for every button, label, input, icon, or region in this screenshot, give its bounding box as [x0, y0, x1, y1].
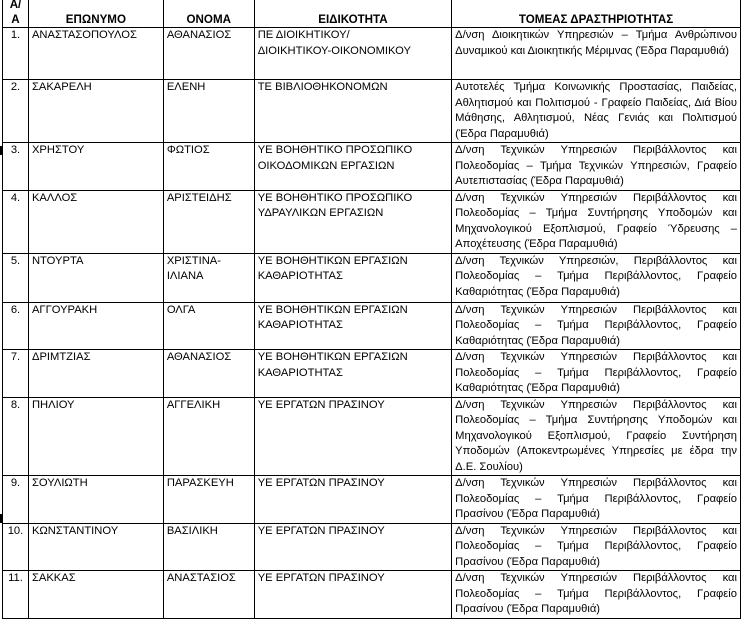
specialty-text: ΥΕ ΒΟΗΘΗΤΙΚΩΝ ΕΡΓΑΣΙΩΝ ΚΑΘΑΡΙΟΤΗΤΑΣ — [257, 254, 408, 282]
sector-cell: Δ/νση Τεχνικών Υπηρεσιών Περιβάλλοντος και Πολεοδομίας – Τμήμα Περιβάλλοντος, Γραφείο Καθαριότητας (Έδρα Παραμυθιά) — [452, 302, 741, 350]
table-row — [3, 476, 741, 524]
specialty-cell — [254, 523, 451, 571]
sector-cell: Δ/νση Τεχνικών Υπηρεσιών Περιβάλλοντος και Πολεοδομίας – Τμήμα Περιβάλλοντος, Γραφείο Πρασίνου (Έδρα Παραμυθιά) — [452, 523, 741, 571]
specialty-text: ΥΕ ΕΡΓΑΤΩΝ ΠΡΑΣΙΝΟΥ — [257, 572, 385, 584]
name-text: ΑΓΓΕΛΙΚΗ — [166, 398, 221, 411]
specialty-text: ΥΕ ΕΡΓΑΤΩΝ ΠΡΑΣΙΝΟΥ — [257, 477, 385, 489]
sector-cell: Δ/νση Τεχνικών Υπηρεσιών Περιβάλλοντος και Πολεοδομίας – Τμήμα Περιβάλλοντος, Γραφείο Πρασίνου (Έδρα Παραμυθιά) — [452, 476, 741, 524]
surname-cell: ΣΑΚΚΑΣ — [28, 571, 163, 619]
specialty-text: ΥΕ ΕΡΓΑΤΩΝ ΠΡΑΣΙΝΟΥ — [257, 398, 385, 411]
margin-mark — [0, 146, 2, 155]
table-body — [3, 28, 741, 619]
name-cell — [163, 28, 254, 80]
header-row — [3, 0, 741, 28]
specialty-text: ΠΕ ΔΙΟΙΚΗΤΙΚΟΥ/ ΔΙΟΙΚΗΤΙΚΟΥ-ΟΙΚΟΝΟΜΙΚΟΥ — [257, 29, 411, 57]
name-text: ΑΘΑΝΑΣΙΟΣ — [166, 29, 232, 41]
row-number: 1. — [3, 28, 29, 80]
name-text: ΑΡΙΣΤΕΙΔΗΣ — [166, 191, 232, 204]
name-cell — [163, 350, 254, 398]
name-cell — [163, 523, 254, 571]
name-text: ΑΝΑΣΤΑΣΙΟΣ — [166, 572, 236, 584]
surname-cell: ΣΟΥΛΙΩΤΗ — [28, 476, 163, 524]
name-text: ΒΑΣΙΛΙΚΗ — [166, 524, 218, 537]
table-row — [3, 350, 741, 398]
sector-cell: Δ/νση Διοικητικών Υπηρεσιών – Τμήμα Ανθρώπινου Δυναμικού και Διοικητικής Μέριμνας (Έδρα Παραμυθιά) — [452, 28, 741, 80]
name-cell — [163, 571, 254, 619]
specialty-cell — [254, 302, 451, 350]
column-header-sector: ΤΟΜΕΑΣ ΔΡΑΣΤΗΡΙΟΤΗΤΑΣ — [452, 0, 741, 28]
specialty-text: ΥΕ ΒΟΗΘΗΤΙΚΟ ΠΡΟΣΩΠΙΚΟ ΟΙΚΟΔΟΜΙΚΩΝ ΕΡΓΑΣΙΩΝ — [257, 144, 413, 172]
name-cell — [163, 476, 254, 524]
name-text: ΕΛΕΝΗ — [166, 81, 206, 93]
table-row — [3, 80, 741, 143]
specialty-cell — [254, 476, 451, 524]
name-cell — [163, 80, 254, 143]
surname-cell: ΧΡΗΣΤΟΥ — [28, 143, 163, 191]
column-header-aa: Α/Α — [3, 0, 29, 28]
specialty-cell — [254, 571, 451, 619]
specialty-text: ΤΕ ΒΙΒΛΙΟΘΗΚΟΝΟΜΩΝ — [257, 81, 388, 93]
specialty-cell — [254, 143, 451, 191]
row-number: 2. — [3, 80, 29, 143]
name-cell — [163, 253, 254, 302]
margin-mark — [0, 514, 2, 523]
sector-cell: Δ/νση Τεχνικών Υπηρεσιών Περιβάλλοντος και Πολεοδομίας – Τμήμα Περιβάλλοντος, Γραφείο Πρασίνου (Έδρα Παραμυθιά) — [452, 571, 741, 619]
row-number: 9. — [3, 476, 29, 524]
row-number: 3. — [3, 143, 29, 191]
name-cell — [163, 143, 254, 191]
name-text: ΧΡΙΣΤΙΝΑ- ΙΛΙΑΝΑ — [166, 254, 221, 282]
table-row — [3, 143, 741, 191]
table-row — [3, 523, 741, 571]
sector-cell: Δ/νση Τεχνικών Υπηρεσιών Περιβάλλοντος και Πολεοδομίας – Τμήμα Συντήρησης Υποδομών και Μηχανολογικού Εξοπλισμού, Γραφείο Ύδρευσης – Αποχέτευσης (Έδρα Παραμυθιά) — [452, 190, 741, 253]
specialty-cell — [254, 397, 451, 476]
specialty-text: ΥΕ ΒΟΗΘΗΤΙΚΩΝ ΕΡΓΑΣΙΩΝ ΚΑΘΑΡΙΟΤΗΤΑΣ — [257, 303, 408, 331]
staff-table — [2, 0, 741, 619]
table-row — [3, 253, 741, 302]
row-number: 10. — [3, 523, 29, 571]
name-text: ΑΘΑΝΑΣΙΟΣ — [166, 351, 232, 363]
name-cell — [163, 397, 254, 476]
row-number: 8. — [3, 397, 29, 476]
sector-cell: Δ/νση Τεχνικών Υπηρεσιών Περιβάλλοντος και Πολεοδομίας – Τμήμα Τεχνικών Υπηρεσιών, Γραφείο Αυτεπιστασίας (Έδρα Παραμυθιά) — [452, 143, 741, 191]
surname-cell: ΑΓΓΟΥΡΑΚΗ — [28, 302, 163, 350]
row-number: 11. — [3, 571, 29, 619]
row-number: 4. — [3, 190, 29, 253]
column-header-name: ΟΝΟΜΑ — [163, 0, 254, 28]
surname-cell: ΣΑΚΑΡΕΛΗ — [28, 80, 163, 143]
surname-cell: ΔΡΙΜΤΖΙΑΣ — [28, 350, 163, 398]
row-number: 7. — [3, 350, 29, 398]
specialty-cell — [254, 253, 451, 302]
specialty-cell — [254, 80, 451, 143]
row-number: 5. — [3, 253, 29, 302]
specialty-text: ΥΕ ΒΟΗΘΗΤΙΚΩΝ ΕΡΓΑΣΙΩΝ ΚΑΘΑΡΙΟΤΗΤΑΣ — [257, 351, 408, 379]
surname-cell: ΠΗΛΙΟΥ — [28, 397, 163, 476]
name-text: ΦΩΤΙΟΣ — [166, 144, 210, 156]
table-row — [3, 302, 741, 350]
table-row — [3, 397, 741, 476]
sector-cell: Δ/νση Τεχνικών Υπηρεσιών Περιβάλλοντος και Πολεοδομίας – Τμήμα Περιβάλλοντος, Γραφείο Καθαριότητας (Έδρα Παραμυθιά) — [452, 350, 741, 398]
name-cell — [163, 302, 254, 350]
name-text: ΟΛΓΑ — [166, 303, 196, 316]
surname-cell: ΚΩΝΣΤΑΝΤΙΝΟΥ — [28, 523, 163, 571]
name-cell — [163, 190, 254, 253]
row-number: 6. — [3, 302, 29, 350]
surname-cell: ΚΑΛΛΟΣ — [28, 190, 163, 253]
table-row — [3, 28, 741, 80]
sector-cell: Δ/νση Τεχνικών Υπηρεσιών Περιβάλλοντος και Πολεοδομίας – Τμήμα Συντήρησης Υποδομών και Μηχανολογικού Εξοπλισμού, Γραφείο Συντήρηση Υποδομών (Αποκεντρωμένες Υπηρεσίες με έδρα την Δ.Ε. Σουλίου) — [452, 397, 741, 476]
table-row — [3, 190, 741, 253]
specialty-cell — [254, 190, 451, 253]
specialty-text: ΥΕ ΒΟΗΘΗΤΙΚΟ ΠΡΟΣΩΠΙΚΟ ΥΔΡΑΥΛΙΚΩΝ ΕΡΓΑΣΙΩΝ — [257, 191, 413, 219]
specialty-cell — [254, 28, 451, 80]
sector-cell: Δ/νση Τεχνικών Υπηρεσιών, Περιβάλλοντος και Πολεοδομίας – Τμήμα Περιβάλλοντος, Γραφείο Καθαριότητας (Έδρα Παραμυθιά) — [452, 253, 741, 302]
specialty-cell — [254, 350, 451, 398]
surname-cell: ΑΝΑΣΤΑΣΟΠΟΥΛΟΣ — [28, 28, 163, 80]
name-text: ΠΑΡΑΣΚΕΥΗ — [166, 477, 234, 489]
table-row — [3, 571, 741, 619]
sector-cell: Αυτοτελές Τμήμα Κοινωνικής Προστασίας, Παιδείας, Αθλητισμού και Πολιτισμού - Γραφείο Παιδείας, Διά Βίου Μάθησης, Αθλητισμού, Νέας Γενιάς και Πολιτισμού (Έδρα Παραμυθιά) — [452, 80, 741, 143]
column-header-surname: ΕΠΩΝΥΜΟ — [28, 0, 163, 28]
surname-cell: ΝΤΟΥΡΤΑ — [28, 253, 163, 302]
column-header-specialty: ΕΙΔΙΚΟΤΗΤΑ — [254, 0, 451, 28]
specialty-text: ΥΕ ΕΡΓΑΤΩΝ ΠΡΑΣΙΝΟΥ — [257, 524, 385, 537]
